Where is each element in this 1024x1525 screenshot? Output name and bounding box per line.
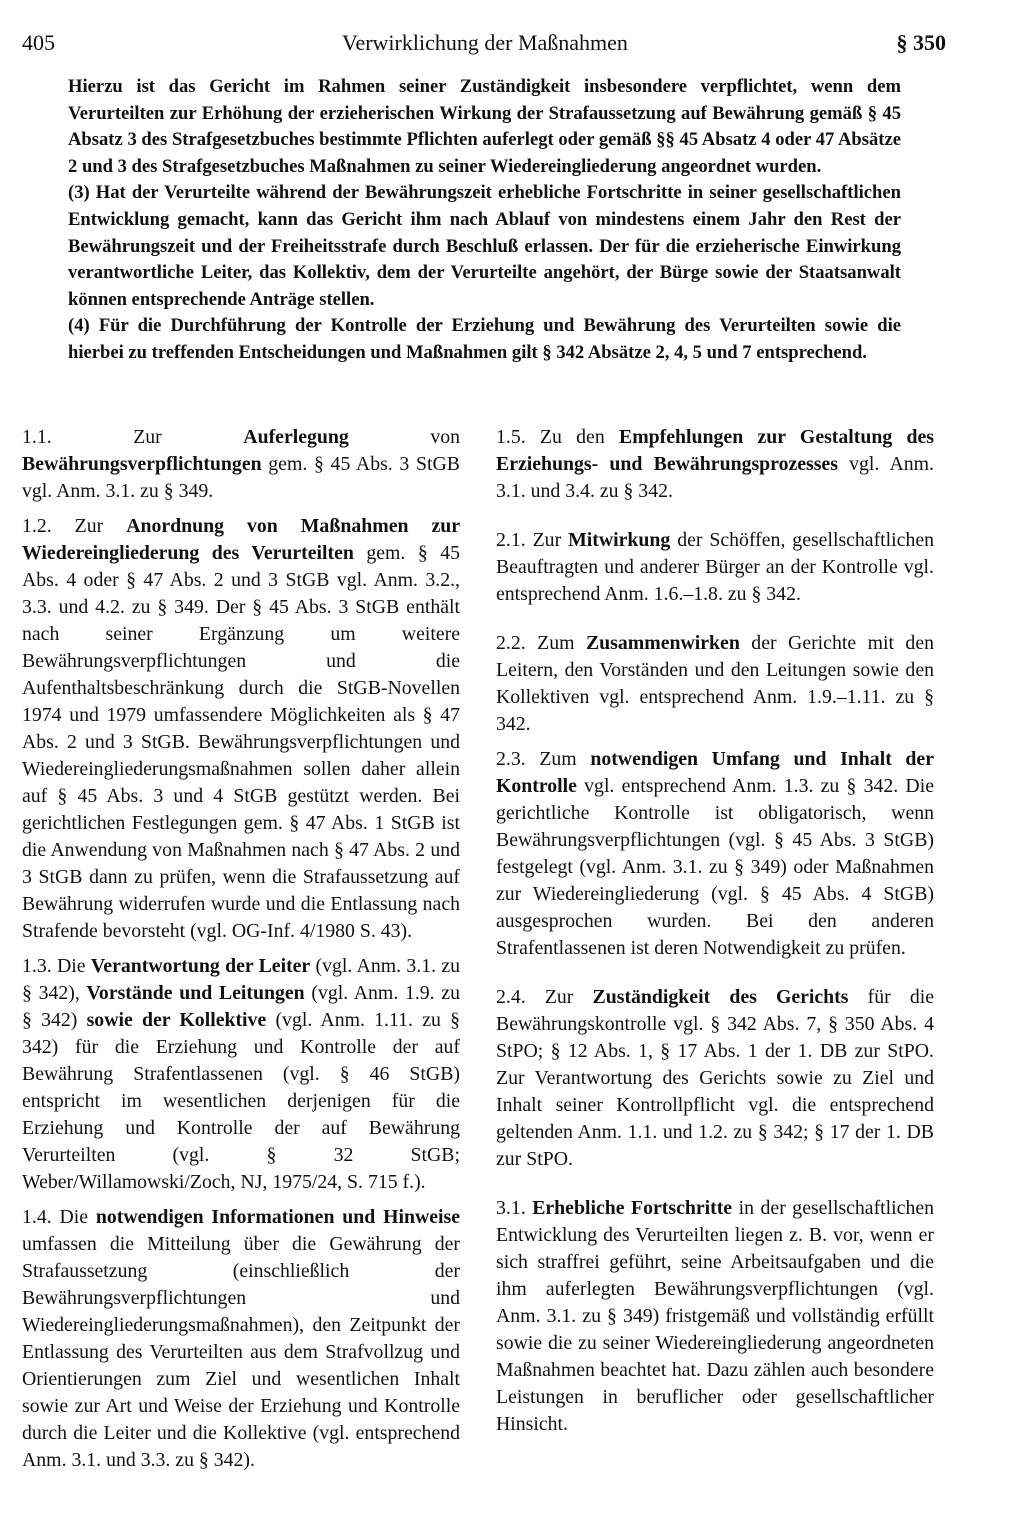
statute-paragraph-3: (3) Hat der Verurteilte während der Bewährungszeit erhebliche Fortschritte in seiner gesellschaftlichen Entwicklung gemacht, kann das Gericht ihm nach Ablauf von mindestens einem Jahr den Rest der Bewährungszeit und der Freiheitsstrafe durch Beschluß erlassen. Der für die erzieherische Einwirkung verantwortliche Leiter, das Kollektiv, dem der Verurteilte angehört, der Bürge sowie der Staatsanwalt können entsprechende Anträge stellen. — [68, 182, 901, 310]
annotation-2-4: 2.4. Zur Zuständigkeit des Gerichts für die Bewährungskontrolle vgl. § 342 Abs. 7, § 350 Abs. 4 StPO; § 12 Abs. 1, § 17 Abs. 1 der 1. DB zur StPO. Zur Verantwortung des Gerichts sowie zu Ziel und Inhalt seiner Kontrollpflicht vgl. die entsprechend geltenden Anm. 1.1. und 1.2. zu § 342; § 17 der 1. DB zur StPO. — [496, 986, 935, 1170]
annotation-column-right — [496, 424, 934, 1446]
section-number: § 350 — [896, 30, 946, 55]
annotation-column-left — [22, 424, 460, 1482]
annotation-2-1: 2.1. Zur Mitwirkung der Schöffen, gesellschaftlichen Beauftragten und anderer Bürger an der Kontrolle vgl. entsprechend Anm. 1.6.–1.8. zu § 342. — [496, 529, 935, 605]
statute-paragraph-4: (4) Für die Durchführung der Kontrolle der Erziehung und Bewährung des Verurteilten sowie die hierbei zu treffenden Entscheidungen und Maßnahmen gilt § 342 Absätze 2, 4, 5 und 7 entsprechend. — [68, 315, 901, 363]
annotation-3-1: 3.1. Erhebliche Fortschritte in der gesellschaftlichen Entwicklung des Verurteilten liegen z. B. vor, wenn er sich straffrei geführt, seine Arbeitsaufgaben und die ihm auferlegten Bewährungsverpflichtungen (vgl. Anm. 3.1. zu § 349) fristgemäß und vollständig erfüllt sowie die zu seiner Wiedereingliederung angeordneten Maßnahmen beachtet hat. Dazu zählen auch besondere Leistungen in beruflicher oder gesellschaftlicher Hinsicht. — [496, 1197, 935, 1435]
page-number: 405 — [22, 30, 55, 55]
annotation-1-1: 1.1. Zur Auferlegung von Bewährungsverpflichtungen gem. § 45 Abs. 3 StGB vgl. Anm. 3.1. zu § 349. — [22, 426, 460, 502]
statute-text — [68, 74, 901, 367]
annotation-2-3: 2.3. Zum notwendigen Umfang und Inhalt der Kontrolle vgl. entsprechend Anm. 1.3. zu § 342. Die gerichtliche Kontrolle ist obligatorisch, wenn Bewährungsverpflichtungen (vgl. § 45 Abs. 3 StGB) festgelegt (vgl. Anm. 3.1. zu § 349) oder Maßnahmen zur Wiedereingliederung (vgl. § 45 Abs. 4 StGB) ausgesprochen wurden. Bei den anderen Strafentlassenen ist deren Notwendigkeit zu prüfen. — [496, 748, 934, 959]
annotation-1-2: 1.2. Zur Anordnung von Maßnahmen zur Wiedereingliederung des Verurteilten gem. § 45 Abs. 4 oder § 47 Abs. 2 und 3 StGB vgl. Anm. 3.2., 3.3. und 4.2. zu § 349. Der § 45 Abs. 3 StGB enthält nach seiner Ergänzung um weitere Bewährungsverpflichtungen und die Aufenthaltsbeschränkung durch die StGB-Novellen 1974 und 1979 umfassendere Möglichkeiten als § 47 Abs. 2 und 3 StGB. Bewährungsverpflichtungen und Wiedereingliederungsmaßnahmen sollen daher allein auf § 45 Abs. 3 und 4 StGB gestützt werden. Bei gerichtlichen Festlegungen gem. § 47 Abs. 1 StGB ist die Anwendung von Maßnahmen nach § 47 Abs. 2 und 3 StGB dann zu prüfen, wenn die Strafaussetzung auf Bewährung widerrufen wurde und die Entlassung nach Strafende bevorsteht (vgl. OG-Inf. 4/1980 S. 43). — [22, 515, 461, 942]
annotation-2-2: 2.2. Zum Zusammenwirken der Gerichte mit den Leitern, den Vorständen und den Leitungen sowie den Kollektiven vgl. entsprechend Anm. 1.9.–1.11. zu § 342. — [496, 632, 934, 735]
statute-paragraph: Hierzu ist das Gericht im Rahmen seiner Zuständigkeit insbesondere verpflichtet, wenn dem Verurteilten zur Erhöhung der erzieherischen Wirkung der Strafaussetzung auf Bewährung gemäß § 45 Absatz 3 des Strafgesetzbuches bestimmte Pflichten auferlegt oder gemäß §§ 45 Absatz 4 oder 47 Absätze 2 und 3 des Strafgesetzbuches Maßnahmen zu seiner Wiedereingliederung angeordnet wurden. — [68, 76, 901, 177]
annotation-1-4: 1.4. Die notwendigen Informationen und Hinweise umfassen die Mitteilung über die Gewährung der Strafaussetzung (einschließlich der Bewährungsverpflichtungen und Wiedereingliederungsmaßnahmen), den Zeitpunkt der Entlassung des Verurteilten aus dem Strafvollzug und Orientierungen zum Ziel und wesentlichen Inhalt sowie zur Art und Weise der Erziehung und Kontrolle durch die Leiter und die Kollektive (vgl. entsprechend Anm. 3.1. und 3.3. zu § 342). — [22, 1206, 461, 1471]
annotation-1-5: 1.5. Zu den Empfehlungen zur Gestaltung des Erziehungs- und Bewährungsprozesses vgl. Anm. 3.1. und 3.4. zu § 342. — [496, 426, 934, 502]
annotation-1-3: 1.3. Die Verantwortung der Leiter (vgl. Anm. 3.1. zu § 342), Vorstände und Leitungen (vgl. Anm. 1.9. zu § 342) sowie der Kollektive (vgl. Anm. 1.11. zu § 342) für die Erziehung und Kontrolle der auf Bewährung Strafentlassenen (vgl. § 46 StGB) entspricht im wesentlichen derjenigen für die Erziehung und Kontrolle der auf Bewährung Verurteilten (vgl. § 32 StGB; Weber/Willamowski/Zoch, NJ, 1975/24, S. 715 f.). — [22, 955, 460, 1193]
running-header — [22, 30, 946, 62]
running-title: Verwirklichung der Maßnahmen — [342, 30, 628, 55]
